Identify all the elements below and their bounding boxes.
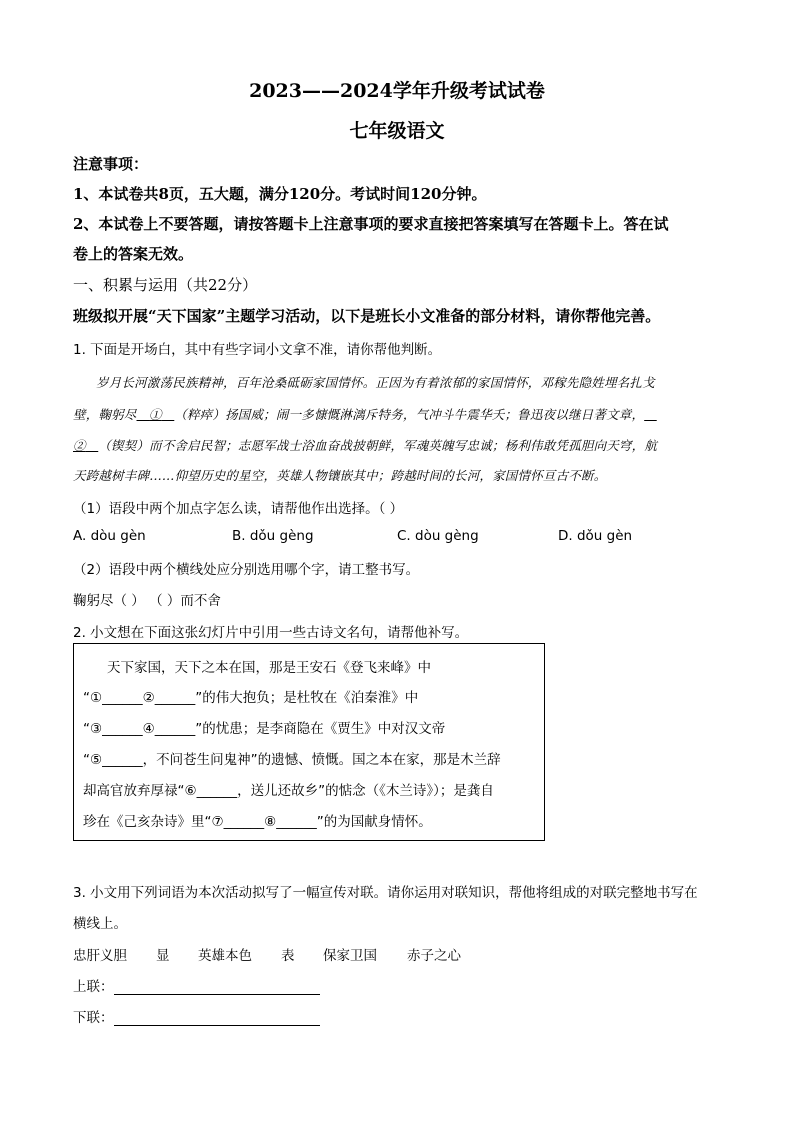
word-5: 保家卫国 [323,948,377,964]
option-a[interactable]: A. dòu gèn [73,528,146,544]
lower-couplet-row [73,1006,320,1026]
notice-item-2-cont: 卷上的答案无效。 [73,245,194,263]
lower-couplet-input[interactable] [114,1011,320,1026]
question-2-stem: 2. 小文想在下面这张幻灯片中引用一些古诗文名句，请帮他补写。 [73,625,469,641]
answer-line[interactable]: 鞠躬尽（ ） （ ）而不舍 [73,593,221,609]
blank-1[interactable]: ① [149,407,162,422]
slide-line-5[interactable]: 却高官放弃厚禄“⑥______，送儿还故乡”的惦念（《木兰诗》）；是龚自 [83,783,494,799]
slide-box [73,643,545,841]
notice-item-1: 1、本试卷共8页，五大题，满分120分。考试时间120分钟。 [73,185,487,203]
option-d[interactable]: D. dǒu gèn [558,528,633,544]
question-3-stem-cont: 横线上。 [73,916,127,932]
exam-title: 2023——2024学年升级考试试卷 [249,80,545,102]
word-6: 赤子之心 [407,948,461,964]
question-1-sub-1: （1）语段中两个加点字怎么读，请帮他作出选择。（ ） [73,501,404,517]
upper-couplet-row [73,975,320,995]
notice-heading: 注意事项： [73,155,149,173]
option-c[interactable]: C. dòu gèng [397,528,479,544]
notice-item-2: 2、本试卷上不要答题，请按答题卡上注意事项的要求直接把答案填写在答题卡上。答在试 [73,215,669,233]
upper-couplet-label: 上联： [73,979,114,995]
question-1-sub-2: （2）语段中两个横线处应分别选用哪个字，请工整书写。 [73,562,420,578]
passage-line-1: 岁月长河激荡民族精神，百年沧桑砥砺家国情怀。正因为有着浓郁的家国情怀，邓稼先隐姓埋名扎戈 [96,375,655,390]
word-3: 英雄本色 [198,948,252,964]
passage-text: （粹瘁）扬国威；闹一多慷慨淋漓斥特务，气冲斗牛震华夭；鲁迅夜以继日著文章， [174,407,645,422]
passage-line-4: 天跨越树丰碑……仰望历史的星空，英雄人物镶嵌其中；跨越时间的长河，家国情怀亘古不断。 [73,468,607,483]
passage-line-3 [73,436,657,454]
slide-line-1: 天下家国，天下之本在国，那是王安石《登飞来峰》中 [107,660,431,676]
slide-line-6[interactable]: 珍在《己亥杂诗》里“⑦______⑧______”的为国献身情怀。 [83,814,432,830]
passage-line-2 [73,405,657,423]
lower-couplet-label: 下联： [73,1010,114,1026]
section-1-intro: 班级拟开展“天下国家”主题学习活动，以下是班长小文准备的部分材料，请你帮他完善。 [73,307,661,325]
slide-line-4[interactable]: “⑤______，不问苍生问鬼神”的遗憾、愤慨。国之本在家，那是木兰辞 [83,752,501,768]
blank-2[interactable]: ② [73,438,86,453]
passage-text: 壁，鞠躬尽 [73,407,137,422]
word-2: 显 [156,948,170,964]
upper-couplet-input[interactable] [114,980,320,995]
section-1-heading: 一、积累与运用（共22分） [73,276,258,294]
word-4: 表 [281,948,295,964]
exam-subject: 七年级语文 [349,120,445,142]
blank-filler [644,407,657,422]
slide-line-3[interactable]: “③______④______”的忧患；是李商隐在《贾生》中对汉文帝 [83,721,446,737]
option-b[interactable]: B. dǒu gèng [232,528,314,544]
slide-line-2[interactable]: “①______②______”的伟大抱负；是杜牧在《泊秦淮》中 [83,690,419,706]
word-1: 忠肝义胆 [73,948,127,964]
question-1-stem: 1. 下面是开场白，其中有些字词小文拿不准，请你帮他判断。 [73,342,442,358]
passage-text: （锲契）而不舍启民智；志愿军战士浴血奋战披朝鲜，军魂英魄写忠诚；杨利伟敢凭孤胆向天穹，航 [98,438,658,453]
question-3-stem: 3. 小文用下列词语为本次活动拟写了一幅宣传对联。请你运用对联知识，帮他将组成的对联完整地书写在 [73,885,698,901]
